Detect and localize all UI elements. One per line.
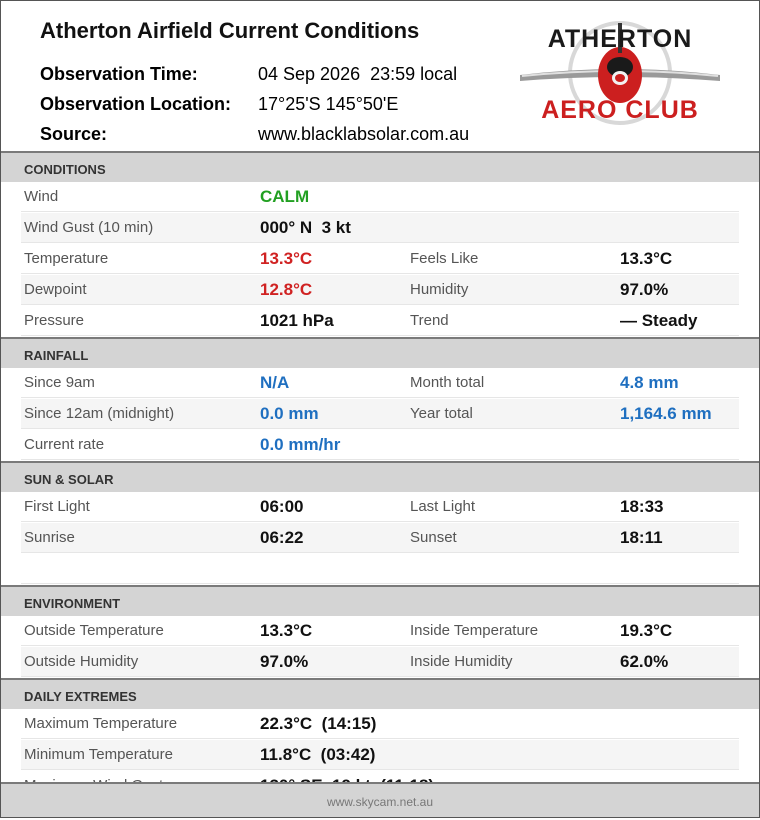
outside-humidity-value: 97.0%	[260, 652, 309, 671]
page-title: Atherton Airfield Current Conditions	[40, 18, 420, 43]
min-temperature-value: 11.8°C (03:42)	[260, 745, 376, 764]
outside-temperature-label: Outside Temperature	[24, 622, 164, 639]
current-rate-row	[21, 430, 739, 460]
first-light-label: First Light	[24, 498, 90, 515]
wind-gust-value: 000° N 3 kt	[260, 218, 351, 237]
outside-humidity-row	[21, 647, 739, 677]
header	[1, 1, 759, 151]
observation-time-value: 04 Sep 2026 23:59 local	[258, 64, 458, 84]
environment-heading: ENVIRONMENT	[1, 585, 759, 616]
temperature-value: 13.3°C	[260, 249, 313, 268]
observation-location-label: Observation Location:	[40, 94, 232, 114]
since-9am-label: Since 9am	[24, 374, 95, 391]
min-temperature-label: Minimum Temperature	[24, 746, 173, 763]
trend-value: — Steady	[620, 311, 698, 330]
year-total-label: Year total	[410, 405, 473, 422]
inside-humidity-value: 62.0%	[620, 652, 669, 671]
current-rate-value: 0.0 mm/hr	[260, 435, 341, 454]
month-total-label: Month total	[410, 374, 485, 391]
month-total-value: 4.8 mm	[620, 373, 679, 392]
temperature-label: Temperature	[24, 250, 109, 267]
sunrise-value: 06:22	[260, 528, 304, 547]
year-total-value: 1,164.6 mm	[620, 404, 712, 423]
dewpoint-row	[21, 275, 739, 305]
sunset-label: Sunset	[410, 529, 457, 546]
feels-like-label: Feels Like	[410, 250, 479, 267]
sunrise-label: Sunrise	[24, 529, 75, 546]
logo-text-top: ATHERTON	[547, 25, 693, 53]
since-midnight-label: Since 12am (midnight)	[24, 405, 175, 422]
wind-gust-label: Wind Gust (10 min)	[24, 219, 154, 236]
pressure-row	[21, 306, 739, 336]
inside-temperature-value: 19.3°C	[620, 621, 673, 640]
pressure-label: Pressure	[24, 312, 85, 329]
rainfall-heading: RAINFALL	[1, 337, 759, 368]
observation-time-label: Observation Time:	[40, 64, 198, 84]
trend-label: Trend	[410, 312, 449, 329]
sunrise-row	[21, 523, 739, 553]
first-light-row	[21, 492, 739, 522]
temperature-row	[21, 244, 739, 274]
since-midnight-row	[21, 399, 739, 429]
footer-link[interactable]: www.skycam.net.au	[1, 782, 759, 817]
outside-temperature-row	[21, 616, 739, 646]
dewpoint-label: Dewpoint	[24, 281, 87, 298]
source-value: www.blacklabsolar.com.au	[258, 124, 470, 144]
aero-club-logo	[516, 15, 722, 127]
logo-text-bottom: AERO CLUB	[541, 96, 699, 124]
wind-value: CALM	[260, 187, 310, 206]
conditions-heading: CONDITIONS	[1, 151, 759, 182]
wind-row	[21, 182, 739, 212]
sun-solar-heading: SUN & SOLAR	[1, 461, 759, 492]
current-rate-label: Current rate	[24, 436, 105, 453]
outside-temperature-value: 13.3°C	[260, 621, 313, 640]
since-9am-row	[21, 368, 739, 398]
inside-humidity-label: Inside Humidity	[410, 653, 513, 670]
humidity-value: 97.0%	[620, 280, 669, 299]
source-label: Source:	[40, 124, 108, 144]
dewpoint-value: 12.8°C	[260, 280, 313, 299]
wind-label: Wind	[24, 188, 59, 205]
first-light-value: 06:00	[260, 497, 304, 516]
max-temperature-label: Maximum Temperature	[24, 715, 178, 732]
since-midnight-value: 0.0 mm	[260, 404, 319, 423]
outside-humidity-label: Outside Humidity	[24, 653, 139, 670]
max-temperature-value: 22.3°C (14:15)	[260, 714, 377, 733]
max-temperature-row	[21, 709, 739, 739]
humidity-label: Humidity	[410, 281, 469, 298]
feels-like-value: 13.3°C	[620, 249, 673, 268]
since-9am-value: N/A	[260, 373, 290, 392]
last-light-label: Last Light	[410, 498, 476, 515]
min-temperature-row	[21, 740, 739, 770]
sunset-value: 18:11	[620, 528, 663, 547]
pressure-value: 1021 hPa	[260, 311, 334, 330]
wind-gust-row	[21, 213, 739, 243]
daily-extremes-heading: DAILY EXTREMES	[1, 678, 759, 709]
inside-temperature-label: Inside Temperature	[410, 622, 539, 639]
observation-location-value: 17°25'S 145°50'E	[258, 94, 399, 114]
blank-row	[21, 554, 739, 584]
last-light-value: 18:33	[620, 497, 664, 516]
